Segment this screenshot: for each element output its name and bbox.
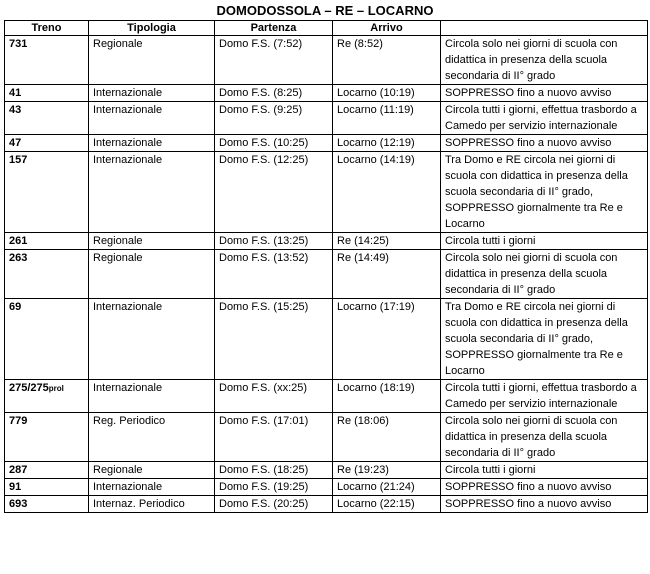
table-row	[5, 250, 648, 299]
cell-partenza: Domo F.S. (8:25)	[215, 85, 333, 102]
cell-partenza: Domo F.S. (19:25)	[215, 479, 333, 496]
cell-arrivo: Locarno (10:19)	[333, 85, 441, 102]
table-row	[5, 85, 648, 102]
cell-partenza: Domo F.S. (13:52)	[215, 250, 333, 299]
cell-partenza: Domo F.S. (9:25)	[215, 102, 333, 135]
cell-partenza: Domo F.S. (10:25)	[215, 135, 333, 152]
cell-partenza: Domo F.S. (xx:25)	[215, 380, 333, 413]
cell-arrivo: Locarno (12:19)	[333, 135, 441, 152]
header-row	[5, 21, 648, 36]
cell-tipologia: Internazionale	[89, 299, 215, 380]
cell-note: SOPPRESSO fino a nuovo avviso	[441, 496, 648, 513]
cell-note: Circola solo nei giorni di scuola con didattica in presenza della scuola secondaria di II° grado	[441, 250, 648, 299]
table-row	[5, 479, 648, 496]
header-note	[441, 21, 648, 36]
table-row	[5, 299, 648, 380]
table-row	[5, 413, 648, 462]
table-row	[5, 102, 648, 135]
cell-tipologia: Regionale	[89, 462, 215, 479]
cell-note: Tra Domo e RE circola nei giorni di scuola con didattica in presenza della scuola secondaria di II° grado, SOPPRESSO giornalmente tra Re e Locarno	[441, 152, 648, 233]
table-row	[5, 462, 648, 479]
cell-arrivo: Re (14:49)	[333, 250, 441, 299]
cell-treno: 69	[5, 299, 89, 380]
table-row	[5, 233, 648, 250]
cell-tipologia: Regionale	[89, 36, 215, 85]
cell-note: SOPPRESSO fino a nuovo avviso	[441, 479, 648, 496]
cell-partenza: Domo F.S. (18:25)	[215, 462, 333, 479]
cell-tipologia: Internazionale	[89, 479, 215, 496]
cell-treno: 91	[5, 479, 89, 496]
cell-tipologia: Internazionale	[89, 85, 215, 102]
cell-arrivo: Locarno (11:19)	[333, 102, 441, 135]
cell-note: Circola solo nei giorni di scuola con didattica in presenza della scuola secondaria di II° grado	[441, 36, 648, 85]
cell-partenza: Domo F.S. (15:25)	[215, 299, 333, 380]
cell-treno: 41	[5, 85, 89, 102]
cell-partenza: Domo F.S. (12:25)	[215, 152, 333, 233]
cell-treno	[5, 380, 89, 413]
table-row	[5, 36, 648, 85]
cell-arrivo: Re (18:06)	[333, 413, 441, 462]
cell-treno: 263	[5, 250, 89, 299]
cell-note: Circola tutti i giorni, effettua trasbordo a Camedo per servizio internazionale	[441, 102, 648, 135]
cell-treno: 47	[5, 135, 89, 152]
page-title: DOMODOSSOLA – RE – LOCARNO	[216, 3, 434, 18]
cell-arrivo: Re (14:25)	[333, 233, 441, 250]
cell-tipologia: Reg. Periodico	[89, 413, 215, 462]
header-partenza: Partenza	[215, 21, 333, 36]
cell-treno: 287	[5, 462, 89, 479]
cell-tipologia: Regionale	[89, 250, 215, 299]
treno-number: 275/275	[9, 382, 49, 394]
cell-arrivo: Locarno (14:19)	[333, 152, 441, 233]
cell-tipologia: Internazionale	[89, 135, 215, 152]
cell-note: Circola tutti i giorni, effettua trasbordo a Camedo per servizio internazionale	[441, 380, 648, 413]
cell-tipologia: Regionale	[89, 233, 215, 250]
cell-tipologia: Internazionale	[89, 152, 215, 233]
cell-note: Circola tutti i giorni	[441, 462, 648, 479]
cell-note: Tra Domo e RE circola nei giorni di scuola con didattica in presenza della scuola secondaria di II° grado, SOPPRESSO giornalmente tra Re e Locarno	[441, 299, 648, 380]
cell-arrivo: Re (19:23)	[333, 462, 441, 479]
timetable	[4, 20, 648, 513]
table-row	[5, 135, 648, 152]
cell-arrivo: Locarno (18:19)	[333, 380, 441, 413]
cell-treno: 779	[5, 413, 89, 462]
cell-arrivo: Locarno (21:24)	[333, 479, 441, 496]
cell-arrivo: Re (8:52)	[333, 36, 441, 85]
cell-note: Circola solo nei giorni di scuola con didattica in presenza della scuola secondaria di II° grado	[441, 413, 648, 462]
cell-note: SOPPRESSO fino a nuovo avviso	[441, 85, 648, 102]
cell-partenza: Domo F.S. (13:25)	[215, 233, 333, 250]
cell-treno: 693	[5, 496, 89, 513]
cell-note: SOPPRESSO fino a nuovo avviso	[441, 135, 648, 152]
cell-treno: 157	[5, 152, 89, 233]
table-row	[5, 152, 648, 233]
cell-note: Circola tutti i giorni	[441, 233, 648, 250]
cell-arrivo: Locarno (22:15)	[333, 496, 441, 513]
cell-tipologia: Internazionale	[89, 380, 215, 413]
cell-treno: 43	[5, 102, 89, 135]
header-treno: Treno	[5, 21, 89, 36]
cell-treno: 731	[5, 36, 89, 85]
cell-tipologia: Internazionale	[89, 102, 215, 135]
treno-suffix: prol	[48, 384, 64, 393]
cell-tipologia: Internaz. Periodico	[89, 496, 215, 513]
cell-partenza: Domo F.S. (20:25)	[215, 496, 333, 513]
header-tipologia: Tipologia	[89, 21, 215, 36]
header-arrivo: Arrivo	[333, 21, 441, 36]
cell-arrivo: Locarno (17:19)	[333, 299, 441, 380]
cell-partenza: Domo F.S. (17:01)	[215, 413, 333, 462]
table-row	[5, 380, 648, 413]
cell-partenza: Domo F.S. (7:52)	[215, 36, 333, 85]
table-row	[5, 496, 648, 513]
cell-treno: 261	[5, 233, 89, 250]
